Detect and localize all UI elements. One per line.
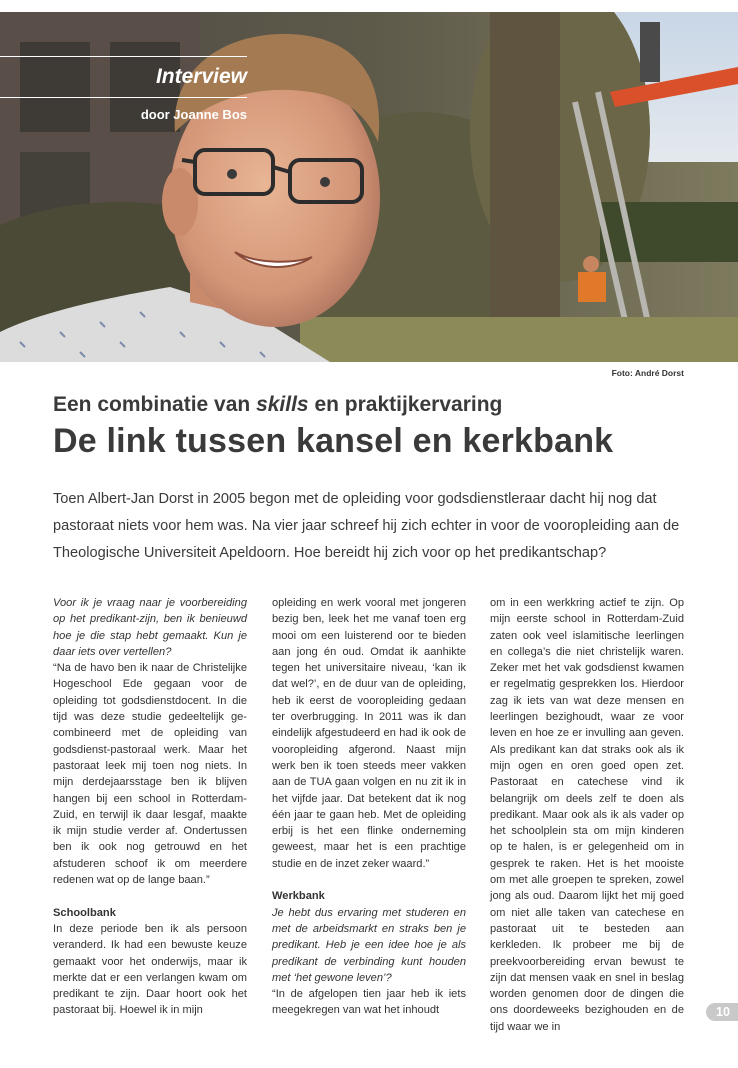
interview-answer: “Na de havo ben ik naar de Christelijke Hogeschool Ede gegaan voor de opleiding tot godsdienstdocent. In die tijd was deze studie gedeeltelijk ge-combineerd met de opleiding van godsdienst-pastoraal werk. Maar het pastoraat leek mij toen nog niets. In mijn derdejaarsstage ben ik blijven hangen bij een school in Rotterdam-Zuid, en terwijl ik daar lesgaf, maakte ik mijn studie verder af. Ondertussen ben ik ook nog getrouwd en het afstuderen schoof ik om meerdere redenen wat op de lange baan.” — [53, 662, 247, 887]
subheading: Werkbank — [272, 890, 325, 903]
body-text: opleiding en werk vooral met jongeren bezig ben, leek het me vanaf toen erg mooi om een luisterend oor te bieden aan jong én oud. Omdat ik aanhikte tegen het universitaire niveau, ‘kan ik dat wel?’, en de duur van de opleiding, heb ik eerst de vooropleiding gedaan ter overbrugging. In 2011 was ik dan eindelijk afgestudeerd en had ik ook de vooropleiding afgerond. Naast mijn werk ben ik toen steeds meer vakken aan de TUA gaan volgen en nu zit ik in het vijfde jaar. Dat betekent dat ik nog één jaar te gaan heb. Met de opleiding erbij is het een flinke onderneming geweest, maar het is een prachtige studie en de inzet zeker waard.” — [272, 597, 466, 870]
kicker — [53, 393, 502, 417]
subheading: Schoolbank — [53, 906, 116, 919]
column-1 — [53, 595, 247, 1019]
column-3 — [490, 595, 684, 1035]
interview-question: Voor ik je vraag naar je voorbereiding op het predikant-zijn, ben ik benieuwd hoe je die stap hebt gemaakt. Kun je daar iets over vertellen? — [53, 597, 247, 658]
column-2 — [272, 595, 466, 1019]
portrait-photo — [0, 12, 738, 362]
section-label: Interview — [155, 65, 247, 88]
intro-paragraph: Toen Albert-Jan Dorst in 2005 begon met de opleiding voor godsdienstleraar dacht hij nog dat pastoraat niets voor hem was. Na vier jaar schreef hij zich echter in voor de vooropleiding aan de Theologische Universiteit Apeldoorn. Hoe bereidt hij zich voor op het predikantschap? — [53, 491, 680, 561]
hero-photo — [0, 12, 738, 362]
header-rule-bottom — [0, 97, 247, 98]
byline: door Joanne Bos — [140, 107, 247, 122]
headline: De link tussen kansel en kerkbank — [53, 422, 614, 460]
interview-question: Je hebt dus ervaring met studeren en met de arbeidsmarkt en straks ben je predikant. Heb je een idee hoe je als predikant de verbinding kunt houden met ‘het gewone leven’? — [272, 906, 466, 984]
kicker-part-1: Een combinatie van — [53, 393, 257, 416]
kicker-part-2: en praktijkervaring — [308, 393, 503, 416]
page-number: 10 — [706, 1003, 738, 1021]
photo-credit: Foto: André Dorst — [611, 368, 684, 378]
interview-answer: “In de afgelopen tien jaar heb ik iets meegekregen van wat het inhoudt — [272, 988, 466, 1017]
kicker-italic: skills — [256, 393, 309, 416]
body-text: om in een werkkring actief te zijn. Op mijn eerste school in Rotterdam-Zuid zaten ook veel islamitische leerlingen en collega’s die niet christelijk waren. Zeker met het vak godsdienst kwamen er regelmatig gesprekken los. Hierdoor zag ik iets van wat deze mensen en leerlingen bezighoudt, waar ze voor leven en hoe ze er invulling aan geven. Als predikant kan dat straks ook als ik mijn ogen en oren goed open zet. Pastoraat en catechese vind ik belangrijk om deels zelf te doen als predikant. Maar ook als ik als vader op het schoolplein sta om mijn kinderen op te halen, is er gelegenheid om in gesprek te raken. Het is het mooiste om met alle groepen te spreken, zowel jong als oud. Daarom lijkt het mij goed om niet alle taken van catechese en pastoraat uit te besteden aan kerkleden. Ik probeer me bij de preekvoorbereiding ervan bewust te zijn dat mensen vaak en snel in beslag worden genomen door de dingen die ons doordeweeks bezighouden en de tijd waar we in — [490, 597, 684, 1033]
header-rule-top — [0, 56, 247, 57]
body-text: In deze periode ben ik als persoon veranderd. Ik had een bewuste keuze gemaakt voor het onderwijs, maar ik merkte dat er een verlangen kwam om predikant te zijn. Daar hoort ook het pastoraat bij. Hoewel ik in mijn — [53, 922, 247, 1017]
